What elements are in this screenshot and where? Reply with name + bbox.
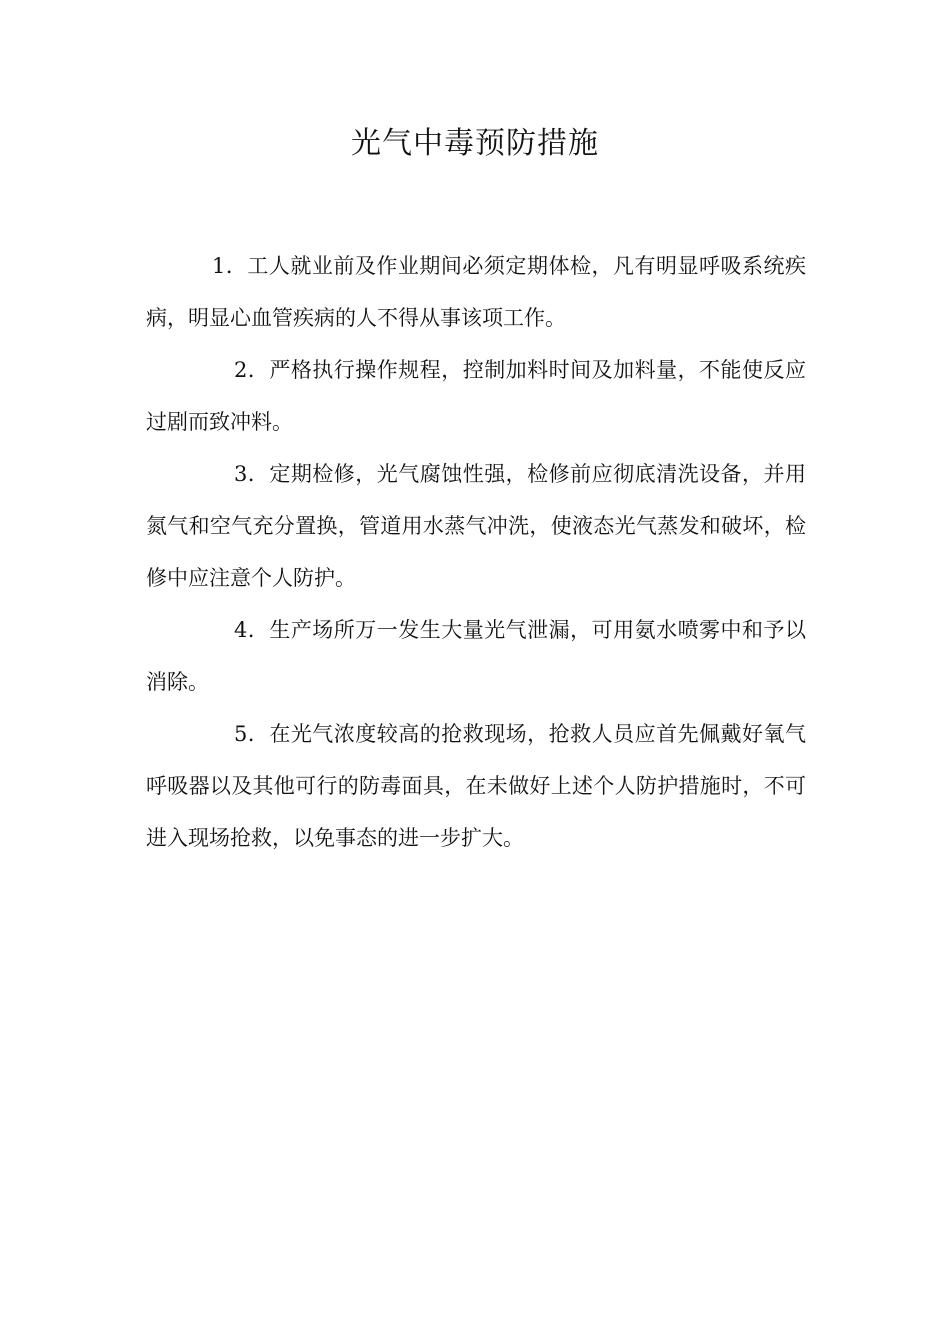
- paragraph-5: 5．在光气浓度较高的抢救现场，抢救人员应首先佩戴好氧气呼吸器以及其他可行的防毒面具，在未做好上述个人防护措施时，不可进入现场抢救，以免事态的进一步扩大。: [146, 722, 806, 850]
- paragraph-3: 3．定期检修，光气腐蚀性强，检修前应彻底清洗设备，并用氮气和空气充分置换，管道用水蒸气冲洗，使液态光气蒸发和破坏，检修中应注意个人防护。: [146, 462, 806, 590]
- paragraph-4: 4．生产场所万一发生大量光气泄漏，可用氨水喷雾中和予以消除。: [146, 618, 806, 694]
- paragraph-1: 1．工人就业前及作业期间必须定期体检，凡有明显呼吸系统疾病，明显心血管疾病的人不得从事该项工作。: [146, 254, 806, 330]
- document-body: [146, 240, 806, 864]
- paragraph-2: 2．严格执行操作规程，控制加料时间及加料量，不能使反应过剧而致冲料。: [146, 358, 806, 434]
- document-title: 光气中毒预防措施: [351, 126, 599, 161]
